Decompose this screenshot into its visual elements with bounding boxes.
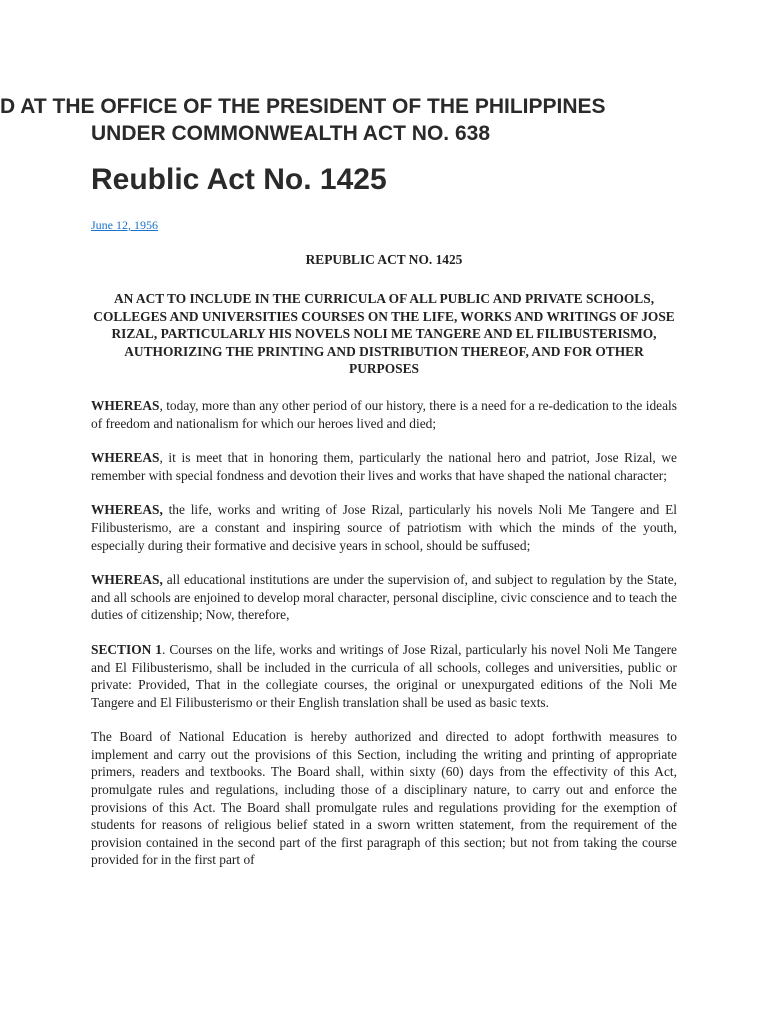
document-body <box>91 250 677 886</box>
section-1-paragraph <box>91 641 677 711</box>
whereas-paragraph-4 <box>91 571 677 624</box>
act-title: AN ACT TO INCLUDE IN THE CURRICULA OF ALL PUBLIC AND PRIVATE SCHOOLS, COLLEGES AND UNIVERSITIES COURSES ON THE LIFE, WORKS AND WRITINGS OF JOSE RIZAL, PARTICULARLY HIS NOVELS NOLI ME TANGERE AND EL FILIBUSTERISMO, AUTHORIZING THE PRINTING AND DISTRIBUTION THEREOF, AND FOR OTHER PURPOSES <box>93 291 675 377</box>
board-paragraph <box>91 728 677 869</box>
paragraph-text: , it is meet that in honoring them, particularly the national hero and patriot, Jose Rizal, we remember with special fondness and devotion their lives and works that have shaped the national character; <box>91 450 677 483</box>
whereas-paragraph-2 <box>91 449 677 484</box>
paragraph-text: The Board of National Education is hereby authorized and directed to adopt forthwith measures to implement and carry out the provisions of this Section, including the writing and printing of appropriate primers, readers and textbooks. The Board shall, within sixty (60) days from the effectivity of this Act, promulgate rules and regulations, including those of a disciplinary nature, to carry out and enforce the provisions of this Act. The Board shall promulgate rules and regulations providing for the exemption of students for reasons of religious belief stated in a sworn written statement, from the requirement of the provision contained in the second part of the first paragraph of this section; but not from taking the course provided for in the first part of <box>91 729 677 868</box>
header-line-2: UNDER COMMONWEALTH ACT NO. 638 <box>91 122 490 145</box>
whereas-paragraph-1 <box>91 397 677 432</box>
act-number: REPUBLIC ACT NO. 1425 <box>305 252 463 267</box>
paragraph-lead: WHEREAS <box>91 450 160 466</box>
paragraph-text: the life, works and writing of Jose Rizal, particularly his novels Noli Me Tangere and El Filibusterismo, are a constant and inspiring source of patriotism with which the minds of the youth, especially during their formative and decisive years in school, should be suffused; <box>91 502 677 553</box>
paragraph-text: , today, more than any other period of our history, there is a need for a re-dedication to the ideals of freedom and nationalism for which our heroes lived and died; <box>91 397 677 431</box>
paragraph-lead: WHEREAS, <box>91 502 163 518</box>
paragraph-lead: SECTION 1 <box>91 641 162 657</box>
whereas-paragraph-3 <box>91 501 677 554</box>
paragraph-text: all educational institutions are under the supervision of, and subject to regulation by the State, and all schools are enjoined to develop moral character, personal discipline, civic conscience and to teach the duties of citizenship; Now, therefore, <box>91 572 677 623</box>
paragraph-lead: WHEREAS, <box>91 572 163 588</box>
paragraph-text: . Courses on the life, works and writings of Jose Rizal, particularly his novel Noli Me Tangere and El Filibusterismo, shall be included in the curricula of all schools, colleges and universities, public or private: Provided, That in the collegiate courses, the original or unexpurgated editions of the Noli Me Tangere and El Filibusterismo or their English translation shall be used as basic texts. <box>91 641 677 710</box>
paragraph-lead: WHEREAS <box>91 397 160 413</box>
header-line-1: D AT THE OFFICE OF THE PRESIDENT OF THE PHILIPPINES <box>0 95 606 118</box>
page-title: Reublic Act No. 1425 <box>91 163 387 196</box>
date-link[interactable]: June 12, 1956 <box>91 218 158 232</box>
